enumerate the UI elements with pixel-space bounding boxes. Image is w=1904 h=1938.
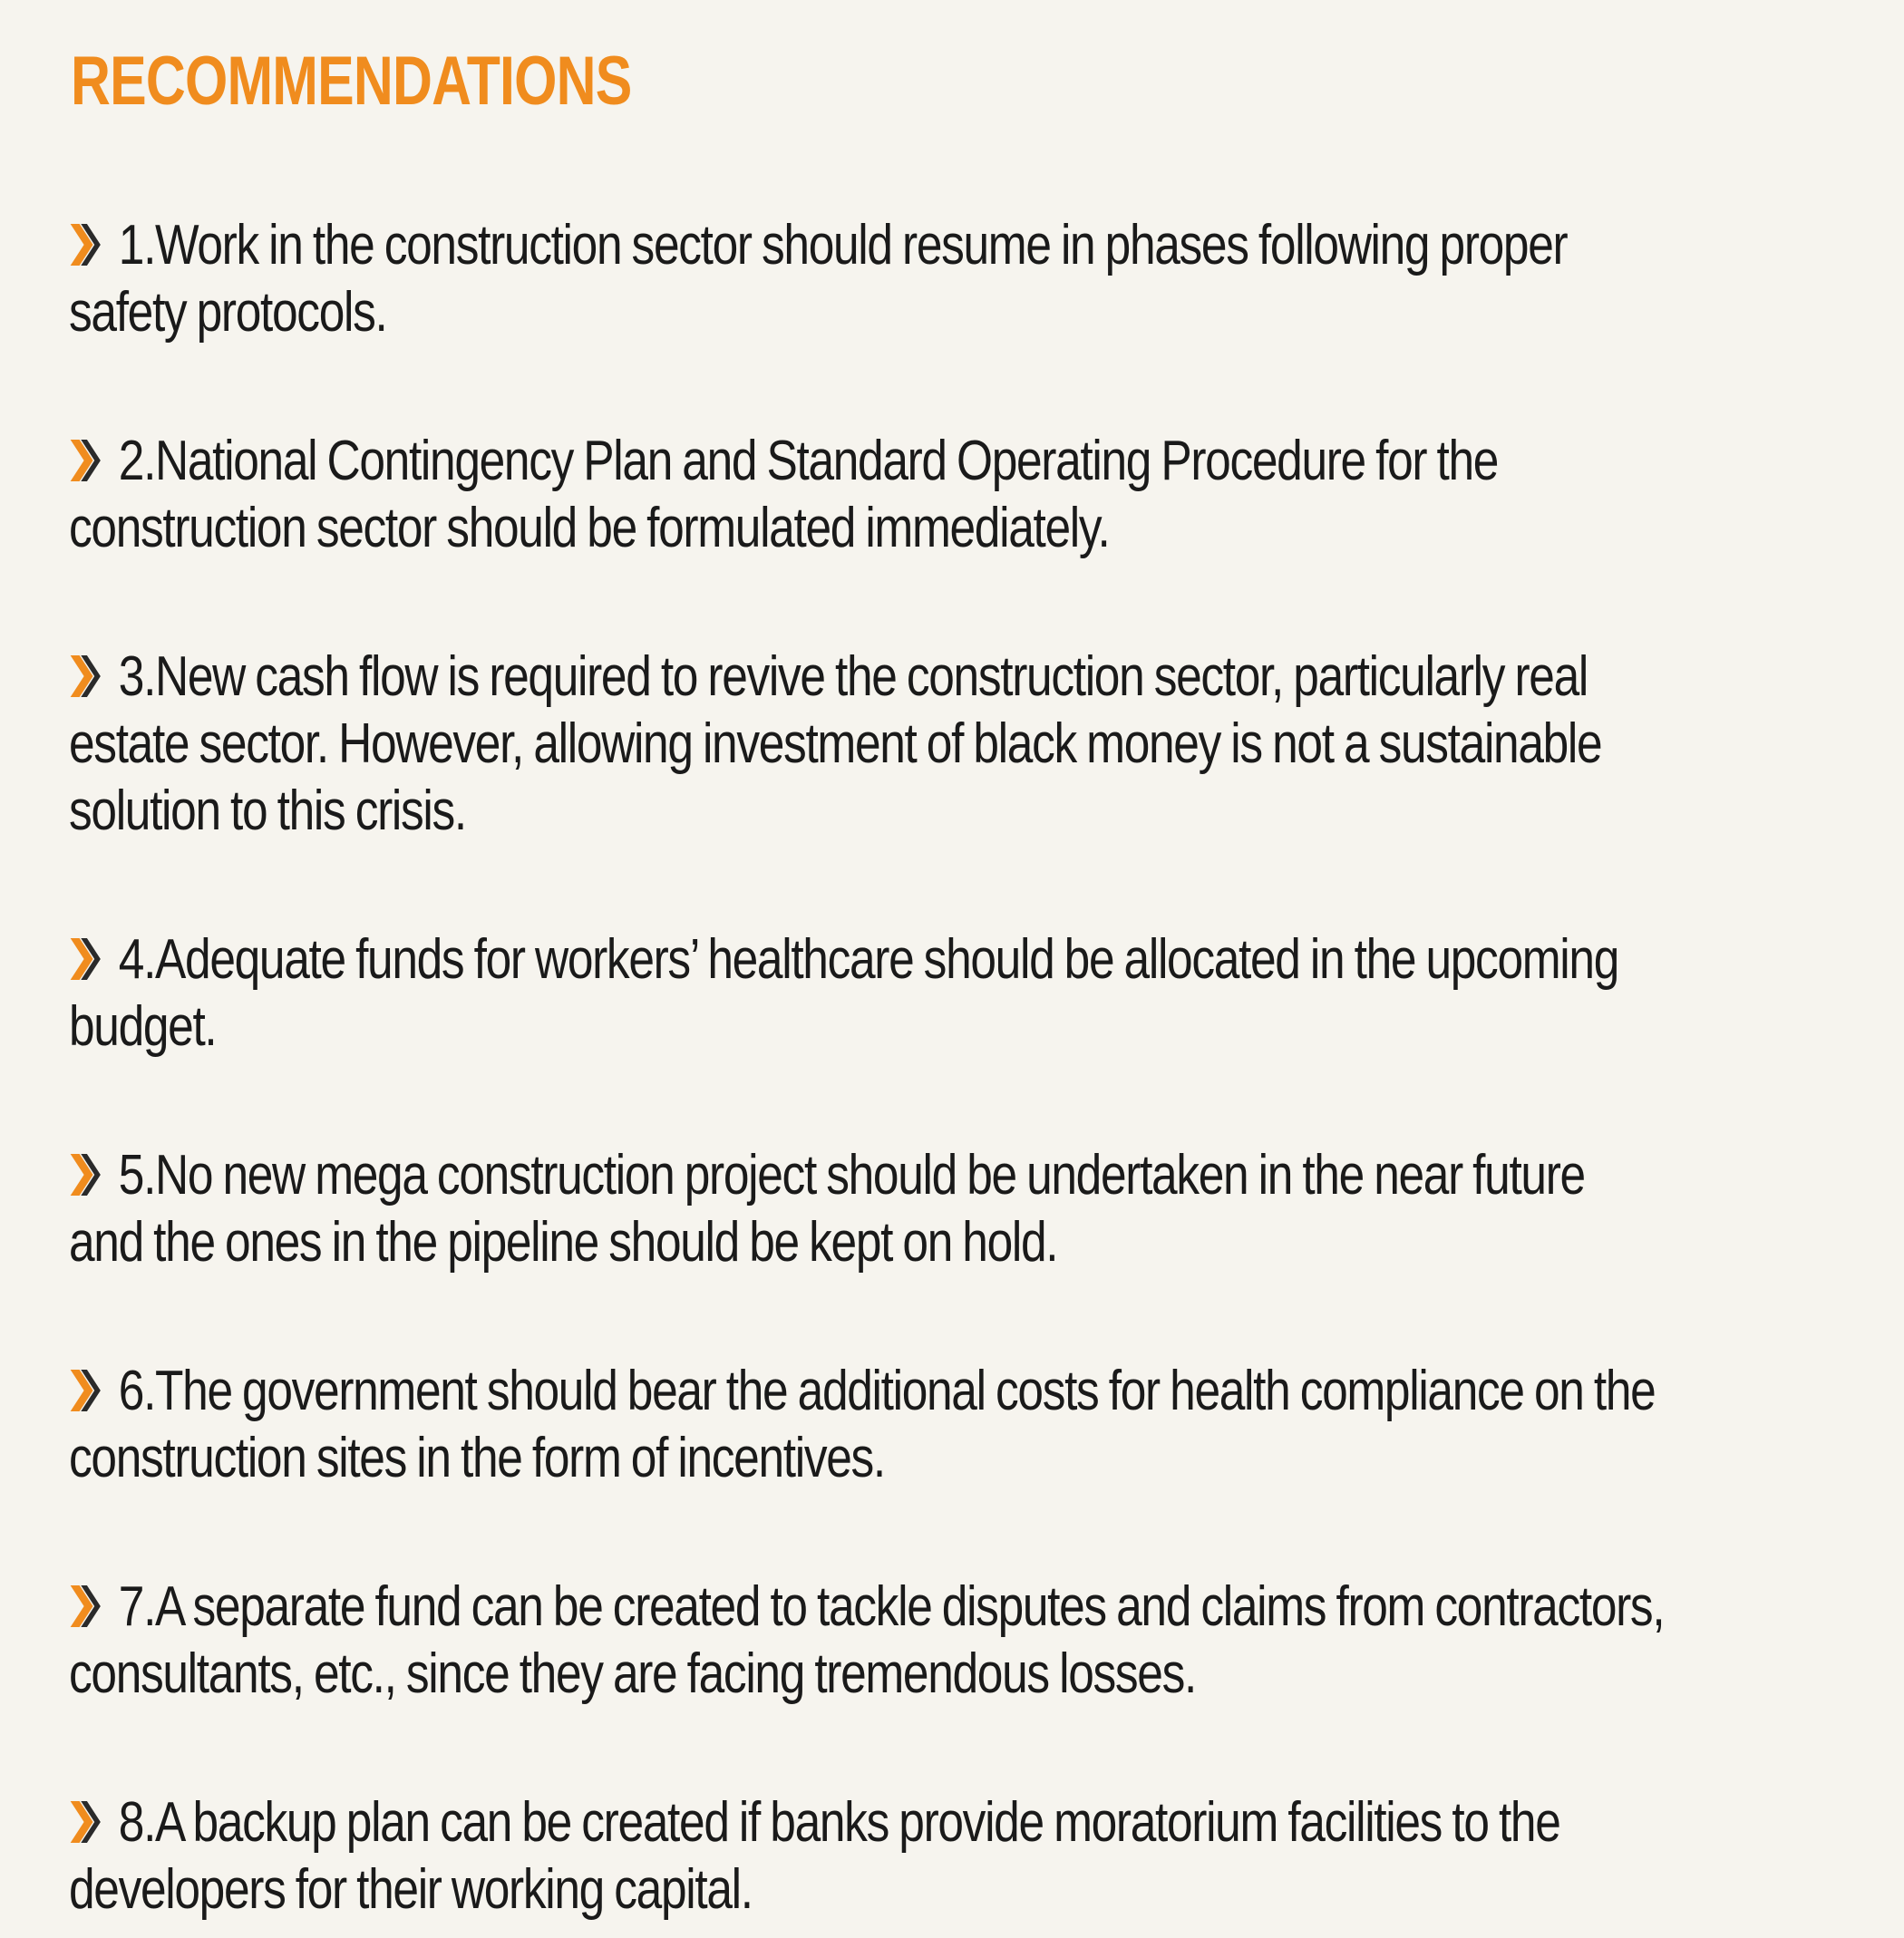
double-chevron-right-icon [69, 1797, 105, 1846]
recommendation-text: 4.Adequate funds for workers’ healthcare should be allocated in the upcoming budget. [69, 928, 1618, 1058]
list-item [69, 361, 1891, 562]
list-item [69, 859, 1891, 1061]
double-chevron-right-icon [69, 1150, 105, 1199]
recommendation-text: 3.New cash flow is required to revive the construction sector, particularly real estate sector. However, allowing investment of black money is not a sustainable solution to this crisis. [69, 645, 1602, 842]
list-item [69, 1291, 1891, 1492]
recommendation-text: 7.A separate fund can be created to tackle disputes and claims from contractors, consultants, etc., since they are facing tremendous losses. [69, 1575, 1665, 1705]
double-chevron-right-icon [69, 1582, 105, 1631]
double-chevron-right-icon [69, 436, 105, 485]
recommendation-text: 5.No new mega construction project should be undertaken in the near future and the ones in the pipeline should be kept on hold. [69, 1144, 1585, 1274]
list-item [69, 1722, 1891, 1923]
list-item [69, 1075, 1891, 1276]
double-chevron-right-icon [69, 935, 105, 984]
double-chevron-right-icon [69, 1366, 105, 1415]
recommendation-text: 8.A backup plan can be created if banks provide moratorium facilities to the developers for their working capital. [69, 1791, 1560, 1921]
double-chevron-right-icon [69, 220, 105, 269]
recommendations-heading: RECOMMENDATIONS [71, 43, 632, 120]
double-chevron-right-icon [69, 652, 105, 701]
recommendation-text: 2.National Contingency Plan and Standard Operating Procedure for the construction sector should be formulated immediately. [69, 430, 1499, 559]
list-item [69, 577, 1891, 845]
recommendation-text: 1.Work in the construction sector should resume in phases following proper safety protocols. [69, 214, 1568, 344]
list-item [69, 145, 1891, 346]
list-item [69, 1507, 1891, 1708]
recommendation-text: 6.The government should bear the additional costs for health compliance on the construction sites in the form of incentives. [69, 1360, 1656, 1489]
recommendations-list [69, 145, 1891, 1938]
